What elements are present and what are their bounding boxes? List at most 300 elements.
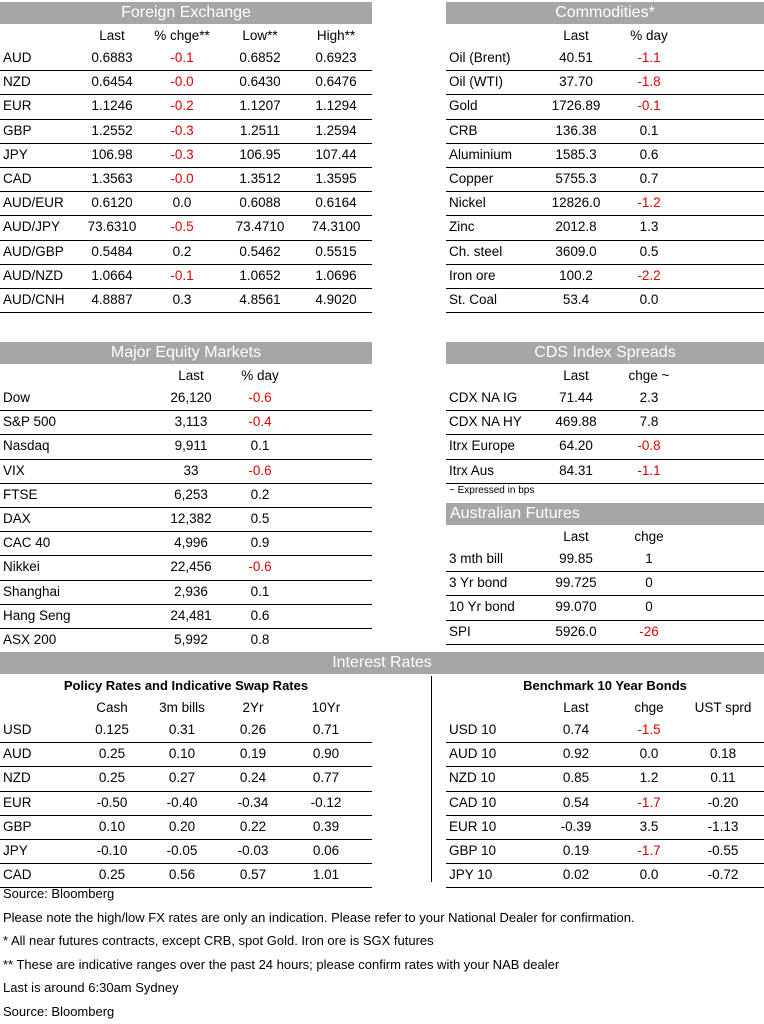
cell-value: 0.31 xyxy=(168,722,196,737)
cell-value: 0.74 xyxy=(562,722,590,737)
cell-value: -0.20 xyxy=(707,794,739,810)
cell-value: 24,481 xyxy=(170,607,212,623)
table-row xyxy=(0,435,372,459)
cell-value: -0.12 xyxy=(310,794,342,810)
table-row xyxy=(446,216,764,240)
cell-value: 1.3595 xyxy=(315,170,357,186)
table-row xyxy=(446,719,764,743)
cell-value: 0.19 xyxy=(239,746,267,762)
cell-value: -0.8 xyxy=(637,438,661,454)
cell-value: 4.8561 xyxy=(239,291,281,307)
column-header: chge ~ xyxy=(628,368,670,383)
cell-value: -0.0 xyxy=(170,170,194,186)
cell-value: -1.8 xyxy=(637,74,661,90)
table-row xyxy=(446,840,764,864)
row-label: AUD/NZD xyxy=(3,267,63,283)
table-row xyxy=(446,621,764,645)
cell-value: 0.5515 xyxy=(315,243,357,259)
cell-value: -0.72 xyxy=(707,867,739,883)
cell-value: 0.5 xyxy=(250,510,270,526)
cell-value: -1.1 xyxy=(637,50,661,65)
cell-value: 26,120 xyxy=(170,390,212,405)
table-row xyxy=(446,387,764,411)
row-label: Copper xyxy=(449,170,494,186)
column-header: UST sprd xyxy=(694,700,752,715)
table-row xyxy=(0,71,372,95)
cell-value: 0.125 xyxy=(95,722,129,737)
row-label: JPY 10 xyxy=(449,867,493,883)
table-row xyxy=(0,265,372,289)
cell-value: 99.725 xyxy=(555,575,597,591)
table-row xyxy=(446,241,764,265)
cell-value: 0.57 xyxy=(239,867,267,883)
cell-value: 0 xyxy=(645,599,653,615)
cell-value: -1.2 xyxy=(637,195,661,211)
cell-value: -0.50 xyxy=(96,794,128,810)
cell-value: 0.1 xyxy=(250,438,270,454)
cell-value: 0.10 xyxy=(98,818,126,834)
table-row xyxy=(0,864,372,888)
interest-rates-header: Interest Rates xyxy=(0,652,764,674)
column-header: High** xyxy=(316,28,356,43)
equity-rows xyxy=(0,387,372,653)
row-label: Shanghai xyxy=(3,583,61,599)
cell-value: 0.2 xyxy=(250,486,270,502)
column-header: chge xyxy=(634,700,664,715)
cell-value: 0.6120 xyxy=(91,195,133,211)
table-row xyxy=(0,168,372,192)
column-header: Cash xyxy=(96,700,128,715)
cell-value: -1.7 xyxy=(637,842,661,858)
row-label: FTSE xyxy=(3,486,38,502)
table-row xyxy=(446,71,764,95)
row-label: GBP 10 xyxy=(449,842,497,858)
table-row xyxy=(446,548,764,572)
cell-value: 0.7 xyxy=(639,170,659,186)
cell-value: 40.51 xyxy=(559,50,593,65)
cell-value: -0.2 xyxy=(170,98,194,114)
row-label: NZD 10 xyxy=(449,770,496,786)
cell-value: 0.1 xyxy=(250,583,270,599)
table-row xyxy=(446,460,764,484)
table-row xyxy=(446,120,764,144)
cell-value: -0.3 xyxy=(170,122,194,138)
row-label: NZD xyxy=(3,74,31,90)
row-label: 10 Yr bond xyxy=(449,599,515,615)
cell-value: 0.9 xyxy=(250,535,270,551)
table-row xyxy=(446,47,764,71)
cell-value: -1.5 xyxy=(637,722,661,737)
row-label: GBP xyxy=(3,122,32,138)
cell-value: 2,936 xyxy=(174,583,208,599)
cell-value: 6,253 xyxy=(174,486,208,502)
table-row xyxy=(446,95,764,119)
row-label: ASX 200 xyxy=(3,631,57,647)
cell-value: 100.2 xyxy=(559,267,593,283)
cell-value: 0.06 xyxy=(312,842,340,858)
cell-value: 5,992 xyxy=(174,631,208,647)
row-label: USD xyxy=(3,722,32,737)
cell-value: -2.2 xyxy=(637,267,661,283)
table-row xyxy=(0,508,372,532)
cell-value: 71.44 xyxy=(559,390,593,405)
cell-value: 1.0696 xyxy=(315,267,357,283)
cell-value: 0.85 xyxy=(562,770,590,786)
cell-value: 5755.3 xyxy=(555,170,597,186)
cell-value: 33 xyxy=(183,462,199,478)
cell-value: 1.0664 xyxy=(91,267,133,283)
cell-value: 0.71 xyxy=(312,722,340,737)
cell-value: 73.6310 xyxy=(87,219,137,235)
fx-header: Foreign Exchange xyxy=(0,2,372,24)
cell-value: 4.9020 xyxy=(315,291,357,307)
row-label: AUD xyxy=(3,50,32,65)
table-row xyxy=(0,47,372,71)
footnote-line: Last is around 6:30am Sydney xyxy=(3,980,179,995)
row-label: Iron ore xyxy=(449,267,496,283)
table-row xyxy=(0,216,372,240)
cell-value: 0.56 xyxy=(168,867,196,883)
cds-rows xyxy=(446,387,764,484)
table-row xyxy=(0,556,372,580)
cell-value: -0.39 xyxy=(560,818,592,834)
row-label: AUD 10 xyxy=(449,746,497,762)
bonds-title: Benchmark 10 Year Bonds xyxy=(523,678,687,693)
table-row xyxy=(446,411,764,435)
cell-value: -0.10 xyxy=(96,842,128,858)
row-label: CAC 40 xyxy=(3,535,51,551)
cell-value: 0.19 xyxy=(562,842,590,858)
equity-panel xyxy=(0,342,372,653)
cell-value: 99.85 xyxy=(559,551,593,566)
row-label: EUR xyxy=(3,794,32,810)
footnote-line: Source: Bloomberg xyxy=(3,1003,115,1019)
cell-value: 1.3563 xyxy=(91,170,133,186)
row-label: Ch. steel xyxy=(449,243,503,259)
row-label: SPI xyxy=(449,623,471,639)
row-label: Nasdaq xyxy=(3,438,50,454)
cell-value: 0.20 xyxy=(168,818,196,834)
cell-value: -0.6 xyxy=(248,462,272,478)
table-row xyxy=(0,460,372,484)
bonds-col-headers xyxy=(446,696,764,719)
cell-value: 469.88 xyxy=(555,414,597,430)
table-row xyxy=(446,767,764,791)
cell-value: -0.5 xyxy=(170,219,194,235)
equity-col-headers xyxy=(0,364,372,387)
cell-value: 1.1207 xyxy=(239,98,281,114)
cell-value: -0.05 xyxy=(166,842,198,858)
table-row xyxy=(446,816,764,840)
row-label: Nickel xyxy=(449,195,486,211)
table-row xyxy=(0,532,372,556)
cell-value: 53.4 xyxy=(562,291,590,307)
interest-rates-divider xyxy=(431,676,432,882)
table-row xyxy=(0,767,372,791)
table-row xyxy=(0,120,372,144)
cell-value: 7.8 xyxy=(639,414,659,430)
row-label: AUD/GBP xyxy=(3,243,64,259)
cell-value: 3,113 xyxy=(174,414,208,430)
cell-value: 0.0 xyxy=(639,746,659,762)
cell-value: 0.5 xyxy=(639,243,659,259)
cell-value: 22,456 xyxy=(170,559,212,575)
cell-value: 3609.0 xyxy=(555,243,597,259)
table-row xyxy=(0,484,372,508)
row-label: EUR 10 xyxy=(449,818,497,834)
cds-col-headers xyxy=(446,364,764,387)
cell-value: 1585.3 xyxy=(555,146,597,162)
column-header: Low** xyxy=(242,28,278,43)
cell-value: 4,996 xyxy=(174,535,208,551)
table-row xyxy=(446,596,764,620)
row-label: CAD xyxy=(3,867,32,883)
cell-value: -0.1 xyxy=(637,98,661,114)
cell-value: 106.95 xyxy=(239,146,281,162)
footnote-line: * All near futures contracts, except CRB, spot Gold. Iron ore is SGX futures xyxy=(3,933,434,948)
cell-value: -0.34 xyxy=(237,794,269,810)
cell-value: 1.3512 xyxy=(239,170,281,186)
row-label: GBP xyxy=(3,818,32,834)
cell-value: 3.5 xyxy=(639,818,659,834)
cell-value: 0.18 xyxy=(709,746,737,762)
column-header: % day xyxy=(241,368,279,383)
row-label: AUD/JPY xyxy=(3,219,61,235)
row-label: VIX xyxy=(3,462,25,478)
column-header: Last xyxy=(563,529,589,544)
footnote-line: Please note the high/low FX rates are only an indication. Please refer to your National Dealer for confirmation. xyxy=(3,909,635,925)
cell-value: -0.03 xyxy=(237,842,269,858)
cds-panel xyxy=(446,342,764,484)
table-row xyxy=(0,95,372,119)
table-row xyxy=(0,581,372,605)
cell-value: 0.3 xyxy=(172,291,192,307)
cell-value: -0.1 xyxy=(170,267,194,283)
cell-value: 0.92 xyxy=(562,746,590,762)
bonds-panel xyxy=(446,676,764,888)
cell-value: 1.01 xyxy=(312,867,340,883)
cell-value: 0.5484 xyxy=(91,243,133,259)
row-label: S&P 500 xyxy=(3,414,57,430)
policy-col-headers xyxy=(0,696,372,719)
cell-value: 0.39 xyxy=(312,818,340,834)
policy-rows xyxy=(0,719,372,888)
cell-value: 73.4710 xyxy=(235,219,285,235)
column-header: % chge** xyxy=(154,28,210,43)
cell-value: 1726.89 xyxy=(551,98,601,114)
cell-value: 9,911 xyxy=(174,438,208,454)
row-label: CAD 10 xyxy=(449,794,497,810)
cell-value: 0.27 xyxy=(168,770,196,786)
cell-value: 0.0 xyxy=(639,867,659,883)
row-label: USD 10 xyxy=(449,722,497,737)
table-row xyxy=(446,289,764,313)
cell-value: 0 xyxy=(645,575,653,591)
row-label: 3 mth bill xyxy=(449,551,504,566)
cell-value: 0.6476 xyxy=(315,74,357,90)
cell-value: 1.3 xyxy=(639,219,659,235)
column-header: Last xyxy=(563,368,589,383)
cell-value: -26 xyxy=(639,623,659,639)
cell-value: 0.6430 xyxy=(239,74,281,90)
commodities-panel xyxy=(446,2,764,313)
table-row xyxy=(0,241,372,265)
cell-value: 0.24 xyxy=(239,770,267,786)
cell-value: -0.0 xyxy=(170,74,194,90)
cell-value: 0.6 xyxy=(250,607,270,623)
column-header: 10Yr xyxy=(311,700,341,715)
cell-value: 5926.0 xyxy=(555,623,597,639)
cell-value: 0.10 xyxy=(168,746,196,762)
cell-value: 136.38 xyxy=(555,122,597,138)
cell-value: 0.6164 xyxy=(315,195,357,211)
row-label: Oil (WTI) xyxy=(449,74,503,90)
table-row xyxy=(446,192,764,216)
column-header: 2Yr xyxy=(242,700,264,715)
cell-value: 0.6883 xyxy=(91,50,133,65)
cell-value: 0.6923 xyxy=(315,50,357,65)
row-label: DAX xyxy=(3,510,31,526)
futures-rows xyxy=(446,548,764,645)
cell-value: 1.2511 xyxy=(239,122,281,138)
row-label: CDX NA IG xyxy=(449,390,518,405)
row-label: JPY xyxy=(3,146,28,162)
cell-value: 0.25 xyxy=(98,770,126,786)
commodities-header: Commodities* xyxy=(446,2,764,24)
row-label: AUD/CNH xyxy=(3,291,65,307)
column-header: Last xyxy=(178,368,204,383)
cell-value: 1.1246 xyxy=(91,98,133,114)
policy-rates-title: Policy Rates and Indicative Swap Rates xyxy=(63,678,309,693)
cell-value: -0.1 xyxy=(170,50,194,65)
bonds-rows xyxy=(446,719,764,888)
table-row xyxy=(0,192,372,216)
cell-value: -0.6 xyxy=(248,390,272,405)
row-label: EUR xyxy=(3,98,32,114)
row-label: Oil (Brent) xyxy=(449,50,511,65)
cell-value: 2012.8 xyxy=(555,219,597,235)
row-label: NZD xyxy=(3,770,31,786)
table-row xyxy=(446,265,764,289)
table-row xyxy=(446,572,764,596)
cell-value: 0.0 xyxy=(172,195,192,211)
cell-value: 0.6 xyxy=(639,146,659,162)
column-header: Last xyxy=(563,28,589,43)
table-row xyxy=(0,289,372,313)
cell-value: 74.3100 xyxy=(311,219,361,235)
cell-value: 0.2 xyxy=(172,243,192,259)
row-label: Itrx Europe xyxy=(449,438,516,454)
cell-value: 2.3 xyxy=(639,390,659,405)
row-label: Nikkei xyxy=(3,559,40,575)
column-header: 3m bills xyxy=(159,700,205,715)
futures-col-headers xyxy=(446,525,764,548)
cell-value: 37.70 xyxy=(559,74,593,90)
table-row xyxy=(446,144,764,168)
cell-value: 64.20 xyxy=(559,438,593,454)
cell-value: 0.6852 xyxy=(239,50,281,65)
cell-value: 107.44 xyxy=(315,146,357,162)
cell-value: 0.11 xyxy=(710,770,736,786)
cell-value: 0.25 xyxy=(98,746,126,762)
table-row xyxy=(0,629,372,653)
table-row xyxy=(0,792,372,816)
row-label: St. Coal xyxy=(449,291,498,307)
table-row xyxy=(0,816,372,840)
row-label: CDX NA HY xyxy=(449,414,522,430)
row-label: CAD xyxy=(3,170,32,186)
cell-value: -1.1 xyxy=(637,462,661,478)
column-header: Last xyxy=(563,700,589,715)
cds-footnote: ~ Expressed in bps xyxy=(449,485,535,496)
cell-value: 12,382 xyxy=(170,510,212,526)
table-row xyxy=(0,719,372,743)
cds-header: CDS Index Spreads xyxy=(446,342,764,364)
futures-header: Australian Futures xyxy=(446,503,764,525)
row-label: AUD/EUR xyxy=(3,195,64,211)
table-row xyxy=(0,605,372,629)
commodities-rows xyxy=(446,47,764,313)
table-row xyxy=(0,743,372,767)
fx-panel xyxy=(0,2,372,313)
table-row xyxy=(446,168,764,192)
cell-value: 0.02 xyxy=(562,867,590,883)
cell-value: -0.3 xyxy=(170,146,194,162)
cell-value: -1.7 xyxy=(637,794,661,810)
table-row xyxy=(446,435,764,459)
cell-value: 0.1 xyxy=(639,122,659,138)
column-header: % day xyxy=(630,28,668,43)
table-row xyxy=(0,144,372,168)
cell-value: 84.31 xyxy=(559,462,593,478)
cell-value: 106.98 xyxy=(91,146,133,162)
cell-value: 0.6454 xyxy=(91,74,133,90)
row-label: 3 Yr bond xyxy=(449,575,508,591)
cell-value: 1.1294 xyxy=(315,98,357,114)
policy-rates-panel xyxy=(0,676,372,888)
cell-value: 0.5462 xyxy=(239,243,281,259)
futures-panel xyxy=(446,503,764,645)
row-label: JPY xyxy=(3,842,28,858)
column-header: chge xyxy=(634,529,664,544)
fx-col-headers xyxy=(0,24,372,47)
column-header: Last xyxy=(99,28,125,43)
equity-header: Major Equity Markets xyxy=(0,342,372,364)
row-label: AUD xyxy=(3,746,32,762)
table-row xyxy=(0,387,372,411)
footnote-line: Source: Bloomberg xyxy=(3,886,115,901)
cell-value: 1.2594 xyxy=(315,122,357,138)
fx-rows xyxy=(0,47,372,313)
cell-value: 0.6088 xyxy=(239,195,281,211)
cell-value: 0.0 xyxy=(639,291,659,307)
cell-value: 12826.0 xyxy=(551,195,601,211)
cell-value: 0.54 xyxy=(562,794,590,810)
cell-value: 1 xyxy=(645,551,653,566)
cell-value: 0.22 xyxy=(239,818,267,834)
table-row xyxy=(446,743,764,767)
commodities-col-headers xyxy=(446,24,764,47)
cell-value: 0.8 xyxy=(250,631,270,647)
cell-value: -1.13 xyxy=(707,818,739,834)
cell-value: 0.25 xyxy=(98,867,126,883)
table-row xyxy=(0,411,372,435)
cell-value: -0.55 xyxy=(707,842,739,858)
cell-value: -0.6 xyxy=(248,559,272,575)
cell-value: 0.77 xyxy=(312,770,340,786)
row-label: Dow xyxy=(3,390,31,405)
row-label: Hang Seng xyxy=(3,607,71,623)
